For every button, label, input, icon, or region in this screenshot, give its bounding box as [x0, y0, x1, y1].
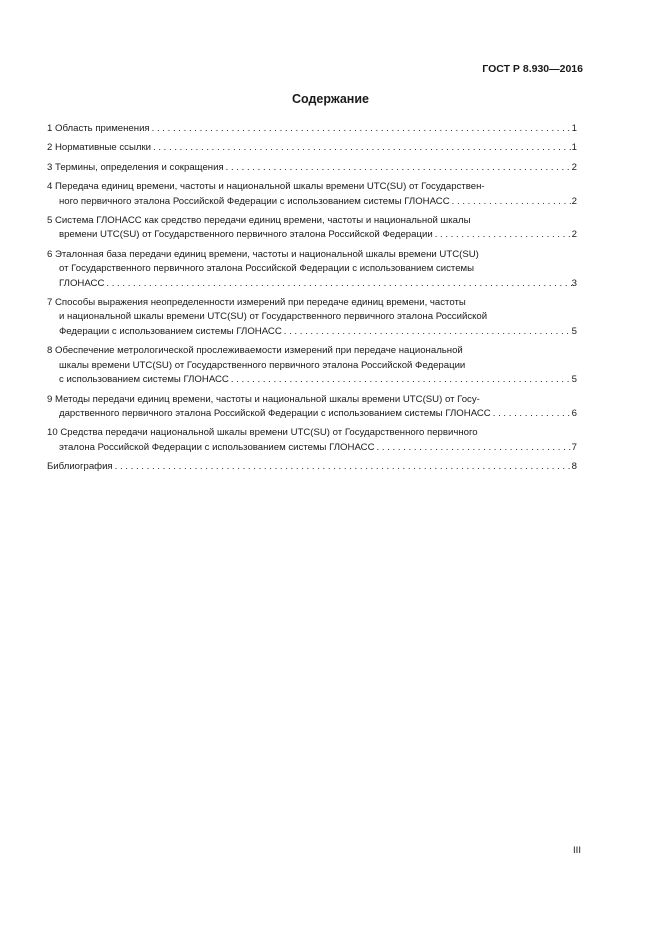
toc-entry-text: 5 Система ГЛОНАСС как средство передачи единиц времени, частоты и национальной шкалы — [47, 215, 471, 227]
dot-leader — [433, 228, 572, 242]
toc-entry-text: времени UTC(SU) от Государственного первичного эталона Российской Федерации — [59, 229, 433, 241]
toc-page-number: 2 — [571, 229, 577, 241]
toc-page-number: 2 — [571, 195, 577, 207]
document-code: ГОСТ Р 8.930—2016 — [482, 63, 583, 75]
toc-entry[interactable] — [47, 122, 577, 136]
dot-leader — [450, 195, 572, 209]
dot-leader — [150, 122, 572, 136]
dot-leader — [224, 161, 572, 175]
toc-entry-text: 2 Нормативные ссылки — [47, 142, 152, 154]
toc-page-number: 5 — [571, 374, 577, 386]
toc-entry-text: эталона Российской Федерации с использованием системы ГЛОНАСС — [59, 441, 375, 453]
toc-entry[interactable] — [47, 393, 577, 422]
dot-leader — [282, 325, 572, 339]
toc-entry-text: 10 Средства передачи национальной шкалы времени UTC(SU) от Государственного первичного — [47, 427, 478, 439]
toc-page-number: 1 — [571, 123, 577, 134]
toc-entry-text: 7 Способы выражения неопределенности измерений при передаче единиц времени, частоты — [47, 297, 466, 309]
toc-page-number: 2 — [571, 161, 577, 173]
toc-entry[interactable] — [47, 426, 577, 455]
toc-title: Содержание — [291, 92, 369, 106]
toc-entry[interactable] — [47, 248, 577, 291]
toc-entry[interactable] — [47, 180, 577, 209]
toc-entry-text: ного первичного эталона Российской Федерации с использованием системы ГЛОНАСС — [59, 195, 450, 207]
toc-entry-text: 4 Передача единиц времени, частоты и национальной шкалы времени UTC(SU) от Государствен- — [47, 181, 485, 193]
toc-entry-text: от Государственного первичного эталона Российской Федерации с использованием системы — [59, 263, 475, 275]
toc-page-number: 5 — [571, 325, 577, 337]
toc-entry-text: Библиография — [47, 461, 113, 473]
toc-entry-text: дарственного первичного эталона Российской Федерации с использованием системы ГЛОНАСС — [59, 407, 491, 419]
toc-entry-text: и национальной шкалы времени UTC(SU) от Государственного первичного эталона Российской — [59, 311, 488, 323]
dot-leader — [375, 441, 572, 455]
toc-page-number: 1 — [571, 142, 577, 154]
toc-entry[interactable] — [47, 141, 577, 155]
toc-entry-text: 6 Эталонная база передачи единиц времени, частоты и национальной шкалы времени UTC(SU) — [47, 248, 479, 260]
toc-entry[interactable] — [47, 460, 577, 474]
toc-page-number: 3 — [571, 277, 577, 289]
toc-entry-text: 8 Обеспечение метрологической прослеживаемости измерений при передаче национальной — [47, 345, 463, 357]
toc-entry-text: с использованием системы ГЛОНАСС — [59, 374, 229, 386]
table-of-contents — [47, 122, 577, 480]
dot-leader — [104, 277, 571, 291]
toc-entry-text: шкалы времени UTC(SU) от Государственного первичного эталона Российской Федерации — [59, 359, 466, 371]
toc-entry-text: Федерации с использованием системы ГЛОНАСС — [59, 325, 282, 337]
dot-leader — [113, 460, 572, 474]
toc-page-number: 7 — [571, 441, 577, 453]
toc-entry[interactable] — [47, 344, 577, 387]
toc-entry-text: 9 Методы передачи единиц времени, частоты и национальной шкалы времени UTC(SU) от Госу- — [47, 393, 480, 405]
page-number: III — [573, 845, 581, 856]
toc-page-number: 6 — [571, 407, 577, 419]
toc-page-number: 8 — [571, 461, 577, 473]
toc-entry[interactable] — [47, 296, 577, 339]
toc-entry[interactable] — [47, 161, 577, 175]
toc-entry-text: ГЛОНАСС — [59, 277, 105, 289]
dot-leader — [229, 373, 572, 387]
toc-entry[interactable] — [47, 214, 577, 243]
dot-leader — [151, 141, 572, 155]
dot-leader — [491, 407, 572, 421]
toc-entry-text: 1 Область применения — [47, 123, 150, 134]
toc-entry-text: 3 Термины, определения и сокращения — [47, 161, 224, 173]
